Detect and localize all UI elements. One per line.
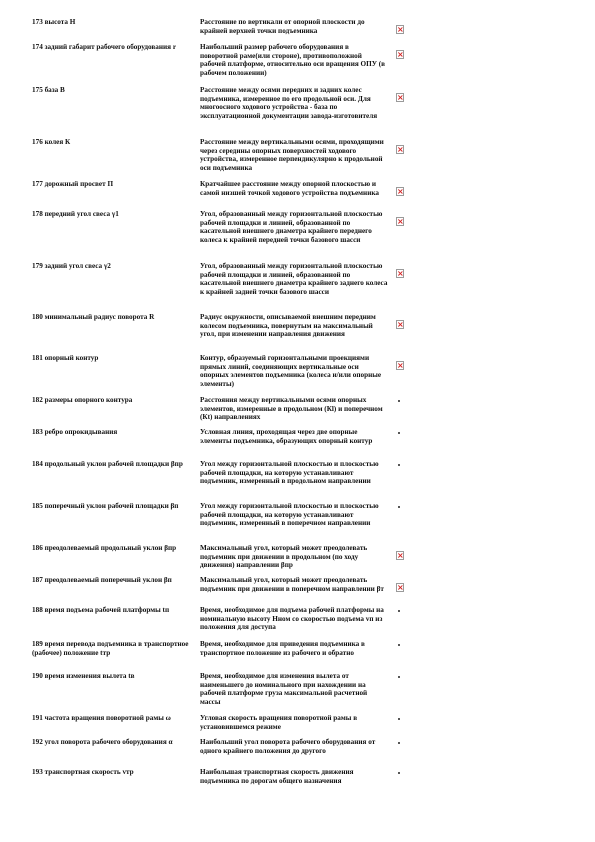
term-definition: Наибольший размер рабочего оборудования в поворотной раме(или стороне), противоположной рабочей платформе, относительно оси вращения ОПУ (в рабочем положении) (200, 43, 386, 77)
term-label: 182 размеры опорного контура (32, 396, 133, 404)
term-definition: Угол, образованный между горизонтальной плоскостью рабочей площадки и линией, образованной по касательной внешнего диаметра крайнего переднего колеса к крайней передней точки базового шасси (200, 210, 383, 244)
broken-image-icon: × (397, 320, 404, 329)
term-definition: Время, необходимое для подъема рабочей платформы на номинальную высоту Hном со скоростью подъема vп из положения для доступа (200, 606, 384, 632)
broken-image-icon: × (397, 217, 404, 226)
broken-image-icon: × (397, 269, 404, 278)
term-definition: Максимальный угол, который может преодолевать подъемник при движении в продольном (по ходу движения) направлении βпр (200, 544, 368, 570)
term-label: 186 преодолеваемый продольный уклон βпр (32, 544, 177, 552)
term-label: 175 база В (32, 86, 65, 94)
term-definition: Радиус окружности, описываемой внешним передним колесом подъемника, повернутым на максимальный угол, при изменении направления движения (200, 313, 376, 339)
term-definition: Условная линия, проходящая через две опорные элементы подъемника, образующих опорный контур (200, 428, 373, 445)
bullet-dot (398, 742, 400, 744)
term-definition: Максимальный угол, который может преодолевать подъемник при движении в поперечном направлении βт (200, 576, 384, 593)
term-label: 176 колея К (32, 138, 71, 146)
term-label: 193 транспортная скорость vтр (32, 768, 134, 776)
term-label: 174 задний габарит рабочего оборудования r (32, 43, 177, 51)
term-definition: Наибольший угол поворота рабочего оборудования от одного крайнего положения до другого (200, 738, 376, 755)
bullet-dot (398, 610, 400, 612)
term-label: 183 ребро опрокидывания (32, 428, 118, 436)
bullet-dot (398, 506, 400, 508)
bullet-dot (398, 718, 400, 720)
term-definition: Расстояние между вертикальными осями, проходящими через середины опорных поверхностей ходового устройства, измеренное перпендикулярно к продольной оси подъемника (200, 138, 384, 172)
broken-image-icon: × (397, 583, 404, 592)
term-label: 188 время подъема рабочей платформы tп (32, 606, 170, 614)
broken-image-icon: × (397, 361, 404, 370)
broken-image-icon: × (397, 551, 404, 560)
term-label: 179 задний угол свеса γ2 (32, 262, 111, 270)
term-label: 181 опорный контур (32, 354, 99, 362)
term-definition: Время, необходимое для изменения вылета от наименьшего до номинального при нахождении на рабочей платформе груза максимальной расчетной массы (200, 672, 368, 706)
term-definition: Наибольшая транспортная скорость движения подъемника по дорогам общего назначения (200, 768, 354, 785)
term-definition: Угол, образованный между горизонтальной плоскостью рабочей площадки и линией, образованной по касательной внешнего диаметра крайнего заднего колеса к крайней задней точки базового шасси (200, 262, 388, 296)
term-definition: Расстояние по вертикали от опорной плоскости до крайней верхней точки подъемника (200, 18, 365, 35)
term-definition: Контур, образуемый горизонтальными проекциями прямых линий, соединяющих вертикальные оси опорных элементов подъемника (колеса и/или опорные элементы) (200, 354, 382, 388)
term-label: 184 продольный уклон рабочей площадки βпр (32, 460, 183, 468)
bullet-dot (398, 400, 400, 402)
term-definition: Угол между горизонтальной плоскостью и плоскостью рабочей площадки, на которую устанавливают подъемник, измеренный в продольном направлении (200, 460, 379, 486)
broken-image-icon: × (397, 93, 404, 102)
term-label: 191 частота вращения поворотной рамы ω (32, 714, 171, 722)
bullet-dot (398, 772, 400, 774)
term-definition: Угловая скорость вращения поворотной рамы в установившемся режиме (200, 714, 358, 731)
term-definition: Расстояния между вертикальными осями опорных элементов, измеренные в продольном (Кl) и поперечном (Кt) направлениях (200, 396, 383, 422)
broken-image-icon: × (397, 145, 404, 154)
broken-image-icon: × (397, 50, 404, 59)
term-label: 192 угол поворота рабочего оборудования α (32, 738, 173, 746)
term-label: 180 минимальный радиус поворота R (32, 313, 155, 321)
term-label: 173 высота Н (32, 18, 76, 26)
term-label: 190 время изменения вылета tв (32, 672, 135, 680)
term-definition: Время, необходимое для приведения подъемника в транспортное положение из рабочего и обратно (200, 640, 365, 657)
term-definition: Кратчайшее расстояние между опорной плоскостью и самой низшей точкой ходового устройства подъемника (200, 180, 379, 197)
term-label: 177 дорожный просвет П (32, 180, 114, 188)
broken-image-icon: × (397, 25, 404, 34)
term-label: 187 преодолеваемый поперечный уклон βп (32, 576, 172, 584)
bullet-dot (398, 432, 400, 434)
term-definition: Расстояние между осями передних и задних колес подъемника, измеренное по его продольной оси. Для многоосного ходового устройства - база по эксплуатационной документации завода-изготовителя (200, 86, 378, 120)
bullet-dot (398, 644, 400, 646)
broken-image-icon: × (397, 187, 404, 196)
bullet-dot (398, 676, 400, 678)
term-definition: Угол между горизонтальной плоскостью и плоскостью рабочей площадки, на которую устанавливают подъемник, измеренный в поперечном направлении (200, 502, 379, 528)
bullet-dot (398, 464, 400, 466)
term-label: 178 передний угол свеса γ1 (32, 210, 119, 218)
term-label: 185 поперечный уклон рабочей площадки βп (32, 502, 179, 510)
term-label: 189 время перевода подъемника в транспортное (рабочее) положение tтр (32, 640, 189, 657)
